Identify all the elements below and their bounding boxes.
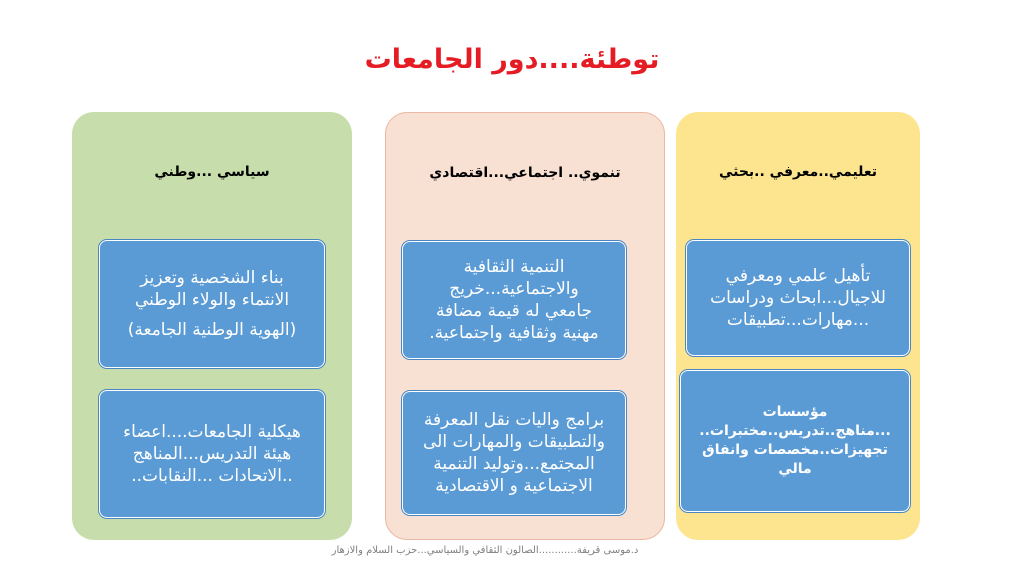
card-text-line: برامج واليات نقل المعرفة bbox=[423, 410, 605, 430]
card-text-line: التنمية الثقافية bbox=[463, 257, 565, 277]
column-heading: سياسي ...وطني bbox=[154, 164, 270, 180]
column-political bbox=[72, 112, 352, 540]
card-text-line: والاجتماعية...خريج bbox=[449, 279, 579, 299]
card-text-line: ...مهارات...تطبيقات bbox=[726, 310, 870, 330]
card-text-line: ...مناهج..تدريس..مختبرات.. bbox=[699, 423, 891, 439]
card-text-line: هيكلية الجامعات....اعضاء bbox=[123, 422, 301, 442]
card-text-line: (الهوية الوطنية الجامعة) bbox=[127, 320, 297, 340]
card-text-line: للاجيال...ابحاث ودراسات bbox=[710, 288, 886, 308]
column-heading: تنموي.. اجتماعي...اقتصادي bbox=[429, 165, 621, 181]
card-text-line: والتطبيقات والمهارات الى bbox=[423, 432, 606, 452]
card-text-line: تأهيل علمي ومعرفي bbox=[725, 266, 871, 286]
card-text-line: مالي bbox=[778, 461, 812, 477]
card-identity-building bbox=[99, 240, 325, 368]
card-cultural-social-development bbox=[402, 241, 626, 359]
column-educational bbox=[676, 112, 920, 540]
card-text-line: مهنية وثقافية واجتماعية. bbox=[429, 323, 599, 343]
slide-title: توطئة....دور الجامعات bbox=[364, 44, 660, 75]
column-development bbox=[385, 112, 665, 540]
footer-credit: د.موسى قريفة............الصالون الثقافي والسياسي...حزب السلام والازهار bbox=[331, 545, 639, 556]
card-scientific-qualification bbox=[686, 240, 910, 356]
column-heading: تعليمي..معرفي ..بحثي bbox=[718, 164, 878, 180]
card-text-line: مؤسسات bbox=[762, 404, 828, 420]
card-text-line: بناء الشخصية وتعزيز bbox=[140, 268, 284, 288]
card-text-line: المجتمع...وتوليد التنمية bbox=[433, 454, 595, 474]
card-text-line: الانتماء والولاء الوطني bbox=[134, 290, 290, 310]
card-university-structure bbox=[99, 390, 325, 518]
card-text-line: تجهيزات..مخصصات وانفاق bbox=[702, 442, 888, 458]
card-text-line: الاجتماعية و الاقتصادية bbox=[435, 476, 593, 496]
card-knowledge-transfer bbox=[402, 391, 626, 515]
card-institutions bbox=[680, 370, 910, 512]
card-text-line: ..الاتحادات ...النقابات.. bbox=[131, 466, 293, 486]
card-text-line: جامعي له قيمة مضافة bbox=[435, 301, 593, 321]
card-text-line: هيئة التدريس...المناهج bbox=[132, 444, 292, 464]
